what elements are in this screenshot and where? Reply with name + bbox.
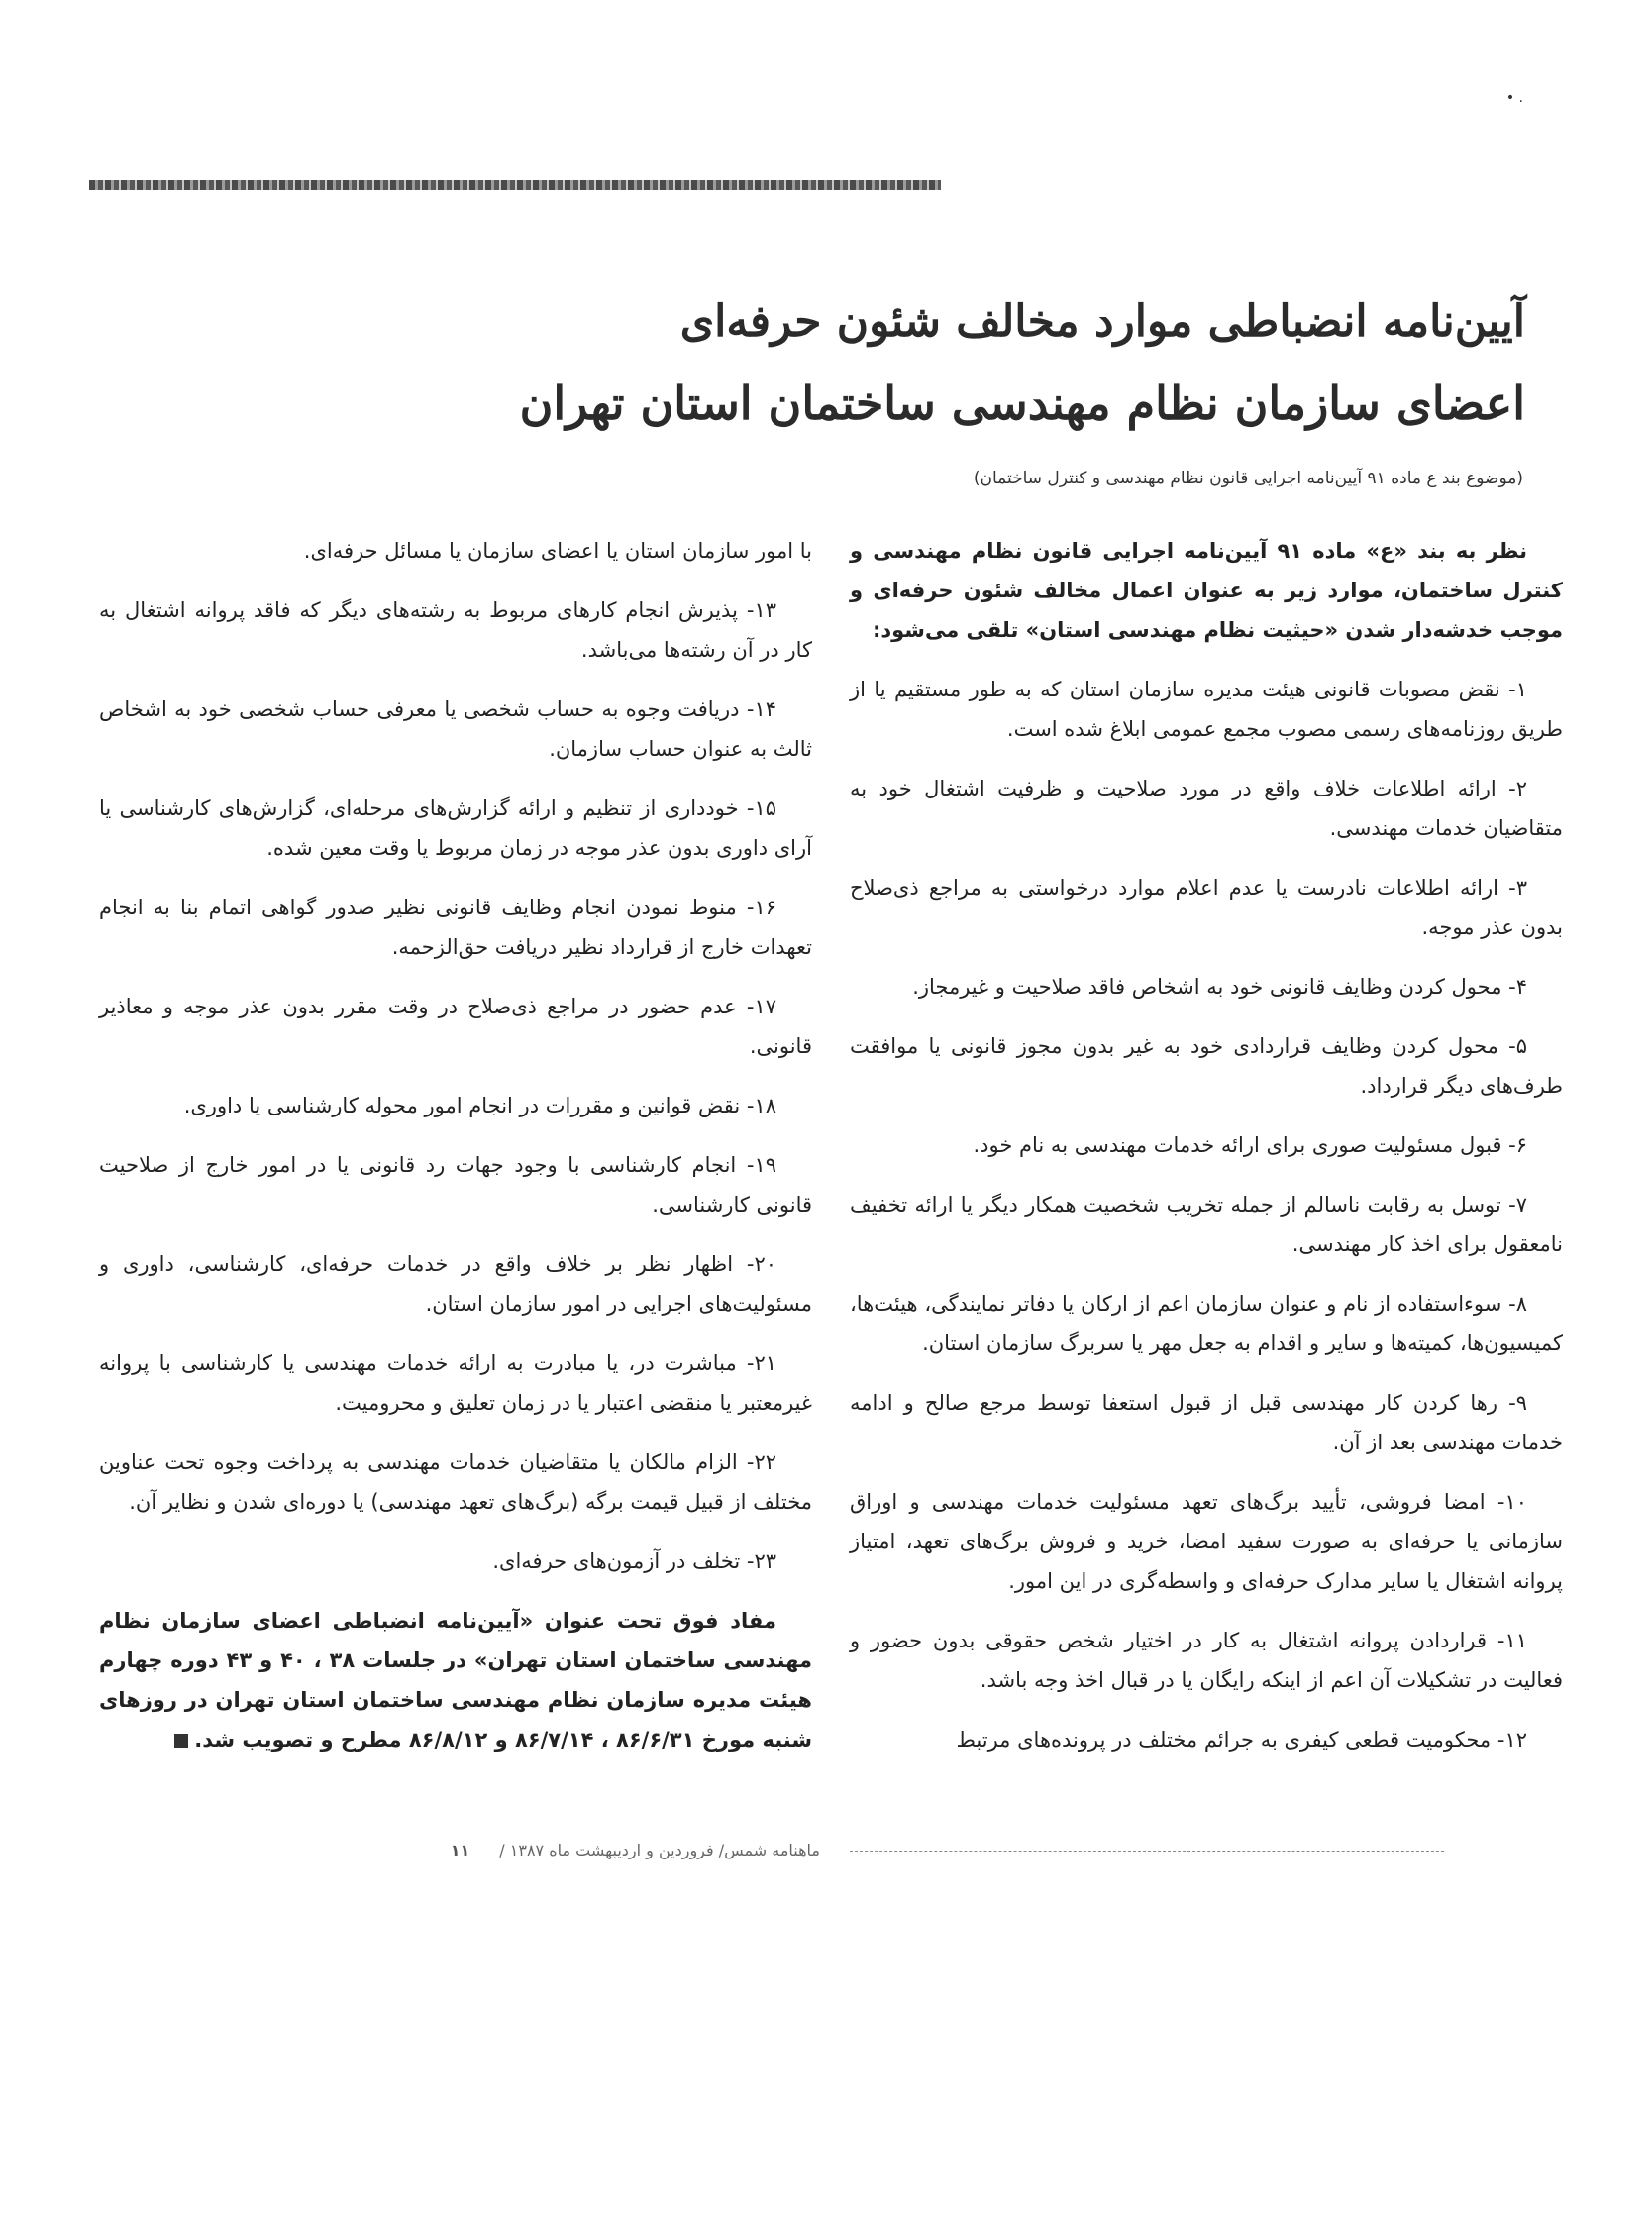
list-item: ۷- توسل به رقابت ناسالم از جمله تخریب شخصیت همکار دیگر یا ارائه تخفیف نامعقول برای اخذ کار مهندسی. [850, 1193, 1563, 1256]
closing-paragraph [99, 1601, 812, 1759]
list-item: ۱۴- دریافت وجوه به حساب شخصی یا معرفی حساب شخصی خود به اشخاص ثالث به عنوان حساب سازمان. [99, 697, 812, 761]
list-item: ۹- رها کردن کار مهندسی قبل از قبول استعفا توسط مرجع صالح و ادامه خدمات مهندسی بعد از آن. [850, 1391, 1563, 1454]
list-item: ۲۲- الزام مالکان یا متقاضیان خدمات مهندسی به پرداخت وجوه تحت عناوین مختلف از قبیل قیمت برگه (برگ‌های تعهد مهندسی) یا دوره‌ای شدن و نظایر آن. [99, 1450, 812, 1514]
page-title [89, 281, 1525, 444]
list-item: ۲۳- تخلف در آزمون‌های حرفه‌ای. [492, 1549, 776, 1573]
list-item: ۱۳- پذیرش انجام کارهای مربوط به رشته‌های دیگر که فاقد پروانه اشتغال به کار در آن رشته‌ها می‌باشد. [99, 598, 812, 662]
scan-corner-mark: • . [1505, 90, 1523, 106]
list-item: ۱- نقض مصوبات قانونی هیئت مدیره سازمان استان که به طور مستقیم یا از طریق روزنامه‌های رسمی مصوب مجمع عمومی ابلاغ شده است. [850, 678, 1563, 741]
page-footer [89, 1839, 1563, 1862]
decorative-top-rule [89, 180, 941, 190]
corner-row [89, 87, 1563, 111]
list-item: ۴- محول کردن وظایف قانونی خود به اشخاص فاقد صلاحیت و غیرمجاز. [912, 975, 1527, 999]
list-item: ۱۲- محکومیت قطعی کیفری به جرائم مختلف در پرونده‌های مرتبط [956, 1728, 1527, 1752]
intro-paragraph: نظر به بند «ع» ماده ۹۱ آیین‌نامه اجرایی قانون نظام مهندسی و کنترل ساختمان، موارد زیر به عنوان اعمال مخالف شئون حرفه‌ای و موجب خدشه‌دار شدن «حیثیت نظام مهندسی استان» تلقی می‌شود: [850, 539, 1563, 642]
top-rule-row [89, 180, 1563, 190]
list-item: ۶- قبول مسئولیت صوری برای ارائه خدمات مهندسی به نام خود. [973, 1133, 1527, 1157]
list-item: ۱۹- انجام کارشناسی با وجود جهات رد قانونی یا در امور خارج از صلاحیت قانونی کارشناسی. [99, 1153, 812, 1217]
list-item: ۲۰- اظهار نظر بر خلاف واقع در خدمات حرفه‌ای، کارشناسی، داوری و مسئولیت‌های اجرایی در امور سازمان استان. [99, 1252, 812, 1316]
title-line-1: آیین‌نامه انضباطی موارد مخالف شئون حرفه‌ای [679, 296, 1525, 347]
article-columns [89, 531, 1563, 1779]
footer-rule [850, 1851, 1444, 1852]
page-number: ۱۱ [450, 1841, 470, 1859]
right-column [850, 531, 1563, 1779]
journal-citation: ماهنامه شمس/ فروردین و اردیبهشت ماه ۱۳۸۷ / [499, 1841, 820, 1859]
list-item: ۵- محول کردن وظایف قراردادی خود به غیر بدون مجوز قانونی یا موافقت طرف‌های دیگر قرارداد. [850, 1034, 1563, 1098]
list-item: ۱۶- منوط نمودن انجام وظایف قانونی نظیر صدور گواهی اتمام بنا به انجام تعهدات خارج از قرارداد نظیر دریافت حق‌الزحمه. [99, 896, 812, 959]
list-item: ۳- ارائه اطلاعات نادرست یا عدم اعلام موارد درخواستی به مراجع ذی‌صلاح بدون عذر موجه. [850, 876, 1563, 939]
list-item: ۸- سوءاستفاده از نام و عنوان سازمان اعم از ارکان یا دفاتر نمایندگی، هیئت‌ها، کمیسیون‌ها، کمیته‌ها و سایر و اقدام به جعل مهر یا سربرگ سازمان استان. [850, 1292, 1563, 1355]
list-item: ۱۵- خودداری از تنظیم و ارائه گزارش‌های مرحله‌ای، گزارش‌های کارشناسی یا آرای داوری بدون عذر موجه در زمان مربوط یا وقت معین شده. [99, 796, 812, 860]
list-item: ۱۸- نقض قوانین و مقررات در انجام امور محوله کارشناسی یا داوری. [183, 1094, 776, 1117]
closing-text: مفاد فوق تحت عنوان «آیین‌نامه انضباطی اعضای سازمان نظام مهندسی ساختمان استان تهران» در جلسات ۳۸ ، ۴۰ و ۴۳ دوره چهارم هیئت مدیره سازمان نظام مهندسی ساختمان استان تهران در روزهای شنبه مورخ ۸۶/۶/۳۱ ، ۸۶/۷/۱۴ و ۸۶/۸/۱۲ مطرح و تصویب شد. [99, 1609, 812, 1752]
list-item: ۱۱- قراردادن پروانه اشتغال به کار در اختیار شخص حقوقی بدون حضور و فعالیت در تشکیلات آن اعم از اینکه رایگان یا در قبال اخذ وجه باشد. [850, 1629, 1563, 1692]
list-item: ۲۱- مباشرت در، یا مبادرت به ارائه خدمات مهندسی یا کارشناسی با پروانه غیرمعتبر یا منقضی اعتبار یا در زمان تعلیق و محرومیت. [99, 1351, 812, 1415]
left-column [99, 531, 812, 1779]
subtitle: (موضوع بند ع ماده ۹۱ آیین‌نامه اجرایی قانون نظام مهندسی و کنترل ساختمان) [973, 469, 1523, 488]
title-line-2: اعضای سازمان نظام مهندسی ساختمان استان تهران [519, 376, 1525, 430]
list-item: ۲- ارائه اطلاعات خلاف واقع در مورد صلاحیت و ظرفیت اشتغال خود به متقاضیان خدمات مهندسی. [850, 777, 1563, 840]
list-item: ۱۷- عدم حضور در مراجع ذی‌صلاح در وقت مقرر بدون عذر موجه و معاذیر قانونی. [99, 995, 812, 1058]
list-item: ۱۰- امضا فروشی، تأیید برگ‌های تعهد مسئولیت خدمات مهندسی و اوراق سازمانی یا حرفه‌ای به صورت سفید امضا، خرید و فروش برگ‌های تعهد، امتیاز پروانه اشتغال یا سایر مدارک حرفه‌ای و واسطه‌گری در این امور. [850, 1490, 1563, 1593]
end-of-article-square-icon [174, 1734, 188, 1748]
list-item-continuation: با امور سازمان استان یا اعضای سازمان یا مسائل حرفه‌ای. [303, 539, 812, 563]
